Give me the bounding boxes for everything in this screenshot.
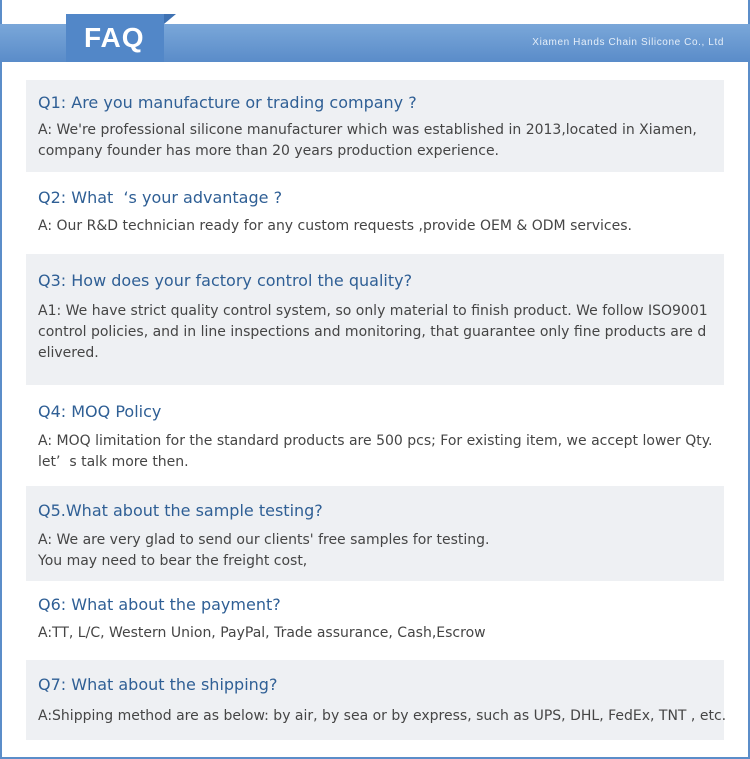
faq-question-6: Q6: What about the payment? <box>38 595 281 614</box>
faq-answer-4-line-2: let’ s talk more then. <box>38 454 189 470</box>
faq-answer-7-line-1: A:Shipping method are as below: by air, by sea or by express, such as UPS, DHL, FedEx, TNT , etc. <box>38 708 727 724</box>
faq-question-1: Q1: Are you manufacture or trading company ? <box>38 93 417 112</box>
faq-item-1 <box>26 80 724 172</box>
faq-answer-3-line-3: elivered. <box>38 345 99 361</box>
faq-item-2 <box>26 176 724 248</box>
faq-answer-1-line-1: A: We're professional silicone manufacturer which was established in 2013,located in Xiamen, <box>38 122 697 138</box>
faq-answer-6-line-1: A:TT, L/C, Western Union, PayPal, Trade assurance, Cash,Escrow <box>38 625 486 641</box>
faq-item-6 <box>26 584 724 656</box>
faq-item-3 <box>26 254 724 385</box>
faq-answer-1-line-2: company founder has more than 20 years production experience. <box>38 143 500 159</box>
faq-question-2: Q2: What ‘s your advantage ? <box>38 188 283 207</box>
faq-answer-5-line-1: A: We are very glad to send our clients' free samples for testing. <box>38 532 490 548</box>
faq-answer-2-line-1: A: Our R&D technician ready for any custom requests ,provide OEM & ODM services. <box>38 218 632 234</box>
faq-answer-3-line-1: A1: We have strict quality control system, so only material to finish product. We follow ISO9001 <box>38 303 708 319</box>
company-name: Xiamen Hands Chain Silicone Co., Ltd <box>532 37 724 48</box>
page-title: FAQ <box>84 22 145 53</box>
faq-question-4: Q4: MOQ Policy <box>38 402 162 421</box>
faq-answer-3-line-2: control policies, and in line inspections and monitoring, that guarantee only fine products are d <box>38 324 707 340</box>
faq-question-5: Q5.What about the sample testing? <box>38 501 323 520</box>
faq-item-4 <box>26 390 724 482</box>
faq-item-5 <box>26 486 724 581</box>
faq-question-7: Q7: What about the shipping? <box>38 675 278 694</box>
faq-answer-4-line-1: A: MOQ limitation for the standard products are 500 pcs; For existing item, we accept lower Qty. <box>38 433 713 449</box>
faq-item-7 <box>26 660 727 740</box>
faq-answer-5-line-2: You may need to bear the freight cost, <box>38 553 308 569</box>
faq-question-3: Q3: How does your factory control the quality? <box>38 271 413 290</box>
